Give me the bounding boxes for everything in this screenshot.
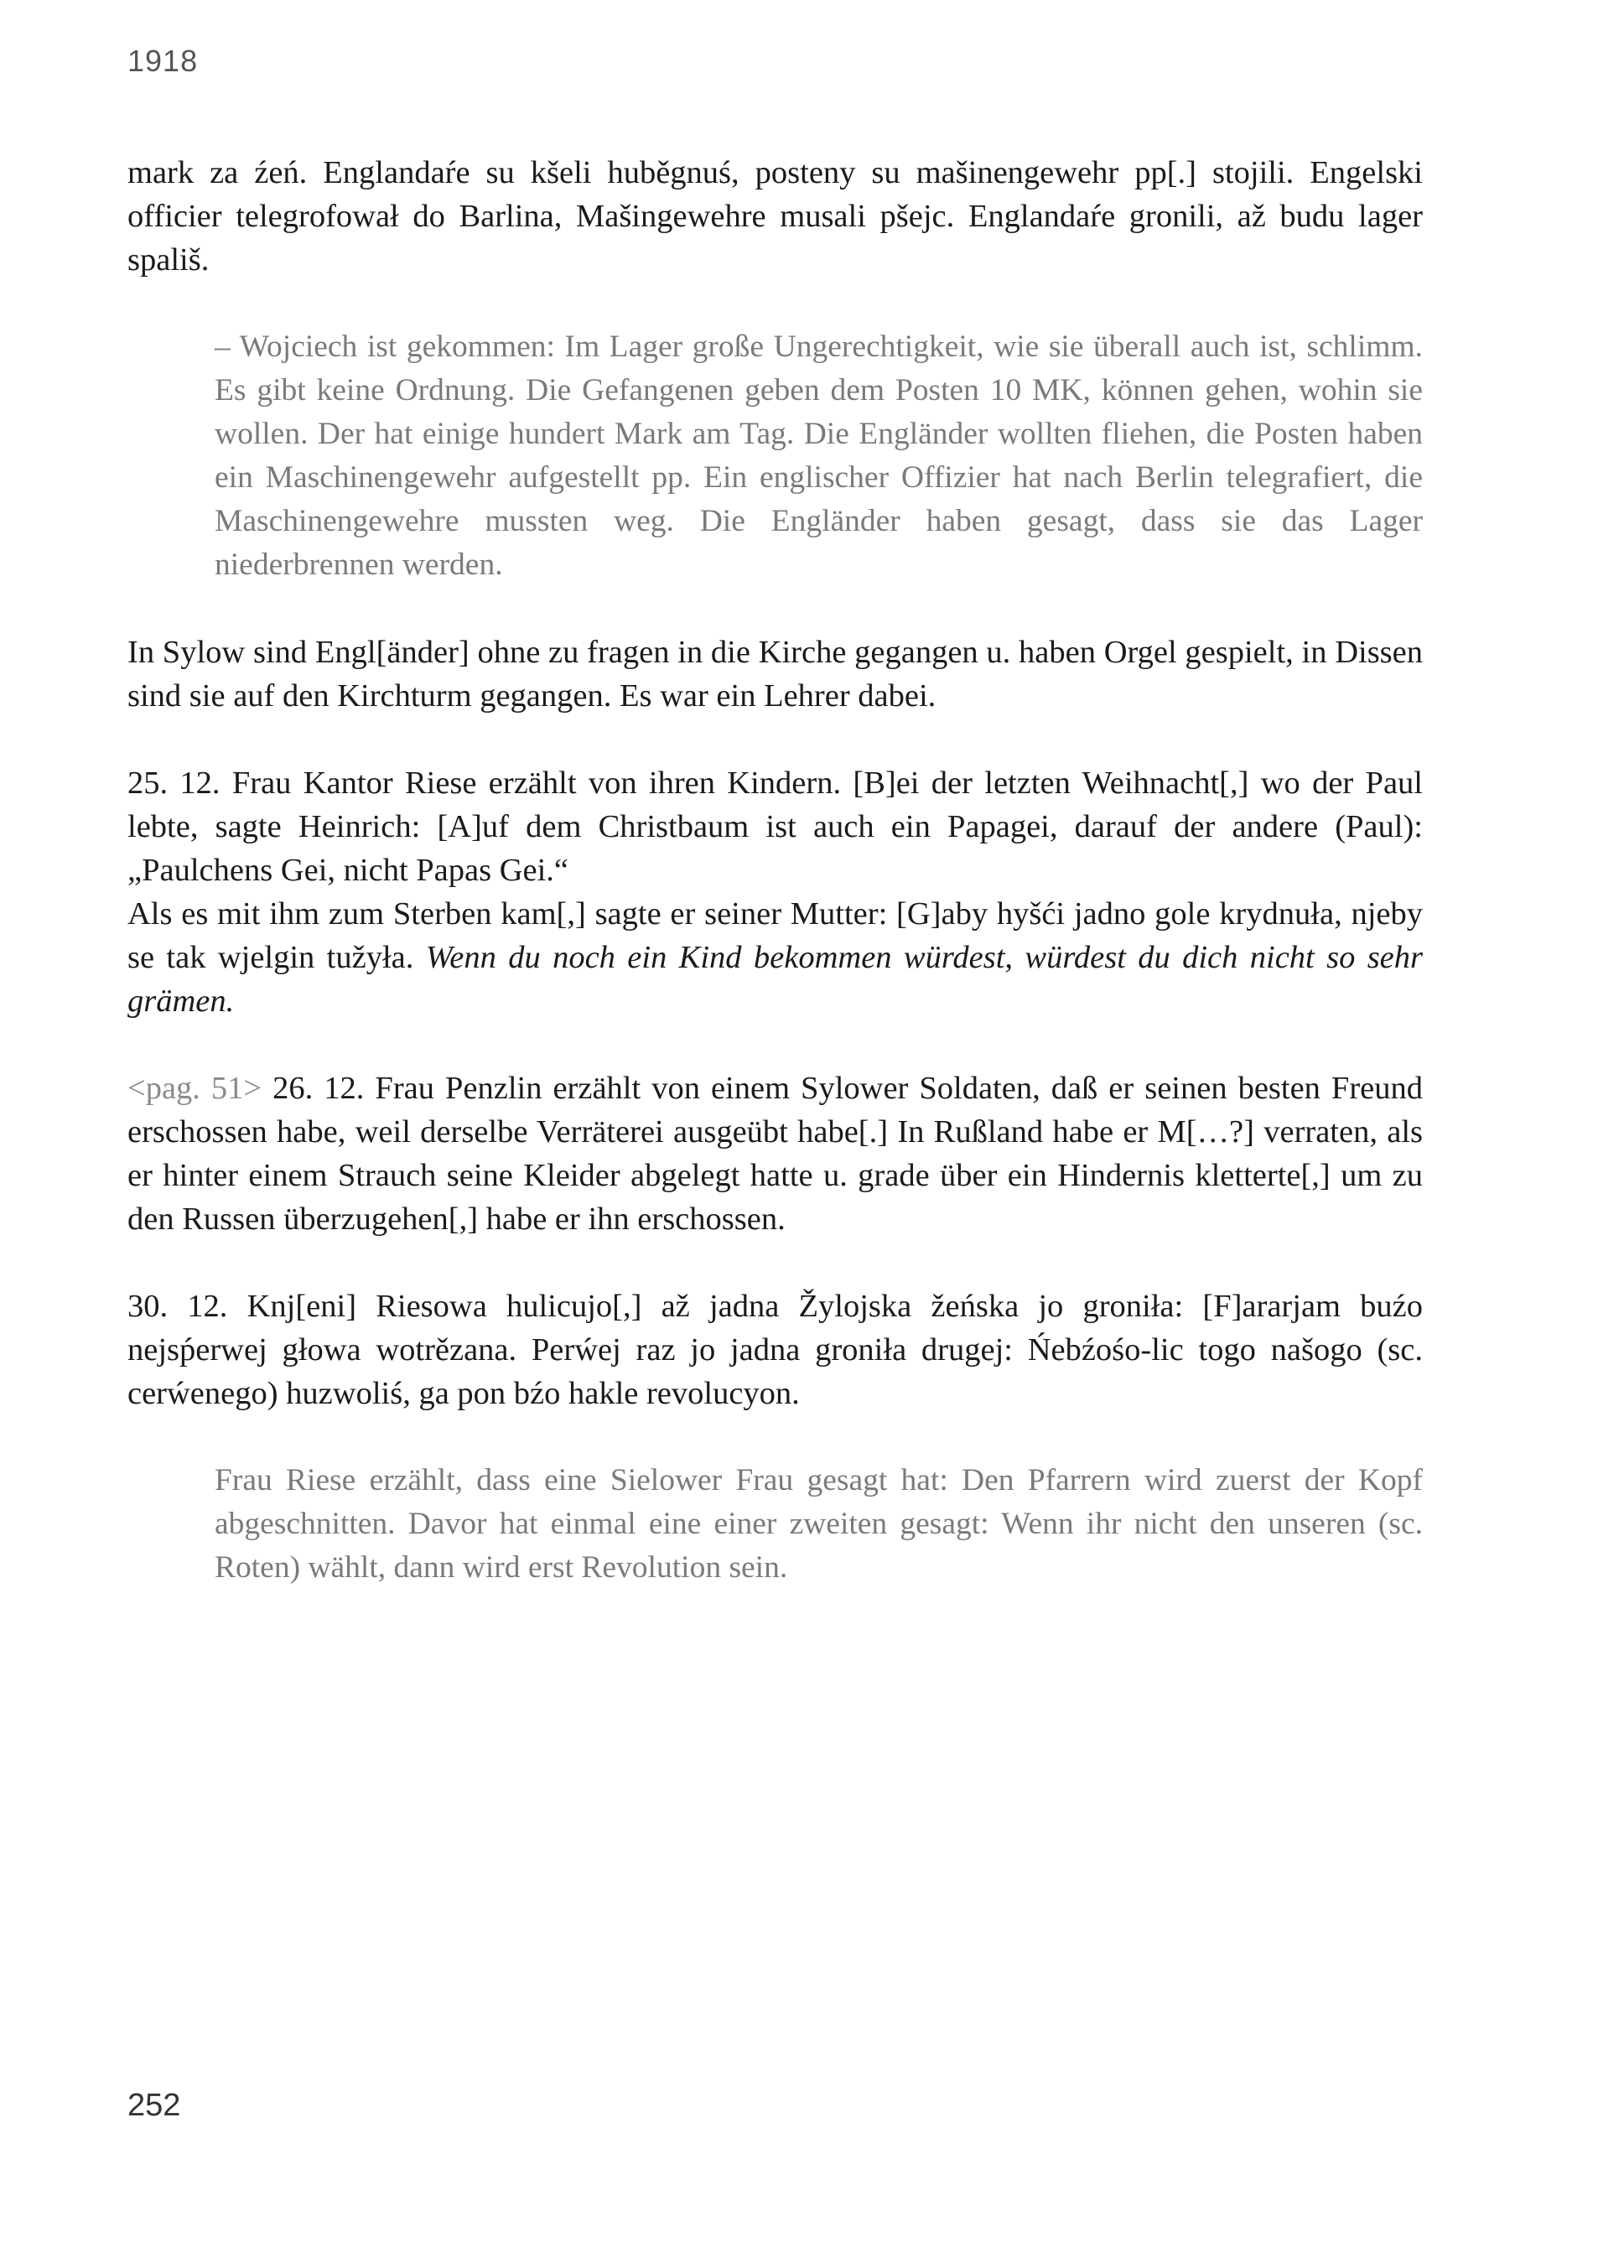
- paragraph-sterben: [127, 892, 1423, 1023]
- sterben-text: Als es mit ihm zum Sterben kam[,] sagte er seiner Mutter: [G]aby hyšći jadno gole krydnuła, njeby se tak wjelgin tužyła.: [127, 896, 1423, 975]
- paragraph-30-12: 30. 12. Knj[eni] Riesowa hulicujo[,] až jadna Žylojska žeńska jo groniła: [F]ararjam buźo nejsṕerwej głowa wotrězana. Perẃej raz jo jadna groniła drugej: Ńebźośo-lic togo našogo (sc. cerẃenego) huzwoliś, ga pon bźo hakle revolucyon.: [127, 1289, 1423, 1411]
- paragraph-25-12: 25. 12. Frau Kantor Riese erzählt von ihren Kindern. [B]ei der letzten Weihnacht[,] wo der Paul lebte, sagte Heinrich: [A]uf dem Christbaum ist auch ein Papagei, darauf der andere (Paul): „Paulchens Gei, nicht Papas Gei.“: [127, 766, 1423, 888]
- running-head: 1918: [127, 44, 199, 78]
- page-number: 252: [127, 2088, 181, 2123]
- paragraph-sylow-kirche: In Sylow sind Engl[änder] ohne zu fragen in die Kirche gegangen u. haben Orgel gespielt, in Dissen sind sie auf den Kirchturm gegangen. Es war ein Lehrer dabei.: [127, 635, 1423, 714]
- paragraph-sorbian-lager: mark za źeń. Englandaŕe su kšeli huběgnuś, posteny su mašinengewehr pp[.] stojili. Engelski officier telegrofował do Barlina, Mašingewehre musali pšejc. Englandaŕe gronili, až budu lager spališ.: [127, 155, 1423, 278]
- page-reference-marker: <pag. 51>: [127, 1071, 262, 1106]
- paragraph-26-12: [127, 1067, 1423, 1241]
- translation-lager: – Wojciech ist gekommen: Im Lager große Ungerechtigkeit, wie sie überall auch ist, schlimm. Es gibt keine Ordnung. Die Gefangenen geben dem Posten 10 MK, können gehen, wohin sie wollen. Der hat einige hundert Mark am Tag. Die Engländer wollten fliehen, die Posten haben ein Maschinengewehr aufgestellt pp. Ein englischer Offizier hat nach Berlin telegrafiert, die Maschinengewehre mussten weg. Die Engländer haben gesagt, dass sie das Lager niederbrennen werden.: [215, 330, 1423, 582]
- page-body: [127, 151, 1423, 1590]
- translation-30-12: Frau Riese erzählt, dass eine Sielower Frau gesagt hat: Den Pfarrern wird zuerst der Kopf abgeschnitten. Davor hat einmal eine einer zweiten gesagt: Wenn ihr nicht den unseren (sc. Roten) wählt, dann wird erst Revolution sein.: [215, 1463, 1423, 1585]
- sterben-italic-translation: Wenn du noch ein Kind bekommen würdest, würdest du dich nicht so sehr grämen.: [127, 940, 1423, 1019]
- paragraph-26-12-text: 26. 12. Frau Penzlin erzählt von einem Sylower Soldaten, daß er seinen besten Freund erschossen habe, weil derselbe Verräterei ausgeübt habe[.] In Rußland habe er M[…?] verraten, als er hinter einem Strauch seine Kleider abgelegt hatte u. grade über ein Hindernis kletterte[,] um zu den Russen überzugehen[,] habe er ihn erschossen.: [127, 1071, 1424, 1237]
